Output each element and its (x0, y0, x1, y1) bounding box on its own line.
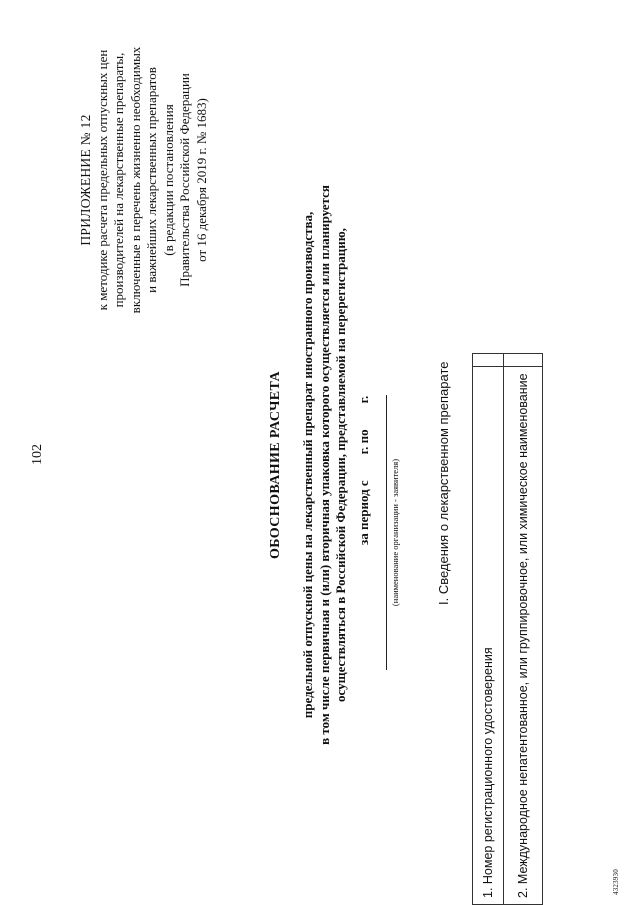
subtitle-line: предельной отпускной цены на лекарственный препарат иностранного производства, (300, 211, 315, 719)
appendix-line: к методике расчета предельных отпускных цен (94, 49, 110, 311)
appendix-line: Правительства Российской Федерации (177, 73, 192, 287)
appendix-title: ПРИЛОЖЕНИЕ № 12 (78, 114, 93, 246)
table-row (473, 354, 504, 905)
row-value-registration-number[interactable] (473, 354, 504, 367)
row-value-inn-name[interactable] (504, 354, 543, 367)
document-subtitle (300, 85, 350, 845)
row-label-inn-name: 2. Международное непатентованное, или группировочное, или химическое наименование (504, 367, 543, 905)
period-line: за период с г. по г. (356, 395, 371, 545)
org-name-underline (386, 395, 387, 670)
appendix-line: (в редакции постановления (160, 104, 176, 256)
subtitle-line: осуществляться в Российской Федерации, представляемой на перерегистрацию, (333, 228, 348, 702)
document-id: 4323930 (612, 869, 620, 895)
appendix-block (78, 15, 210, 345)
org-name-caption: (наименование организации - заявителя) (390, 458, 400, 607)
row-label-registration-number: 1. Номер регистрационного удостоверения (473, 367, 504, 905)
document-title: ОБОСНОВАНИЕ РАСЧЕТА (268, 370, 283, 560)
drug-info-table (472, 353, 543, 905)
appendix-line: включенные в перечень жизненно необходимых (127, 46, 143, 314)
table-row (504, 354, 543, 905)
appendix-line: от 16 декабря 2019 г. № 1683) (193, 98, 209, 262)
appendix-line: и важнейших лекарственных препаратов (144, 67, 159, 293)
appendix-line: производителей на лекарственные препараты, (111, 52, 126, 308)
page-number: 102 (30, 444, 45, 465)
subtitle-line: в том числе первичная и (или) вторичная упаковка которого осуществляется или планируется (316, 185, 332, 745)
section-heading: I. Сведения о лекарственном препарате (436, 361, 451, 605)
